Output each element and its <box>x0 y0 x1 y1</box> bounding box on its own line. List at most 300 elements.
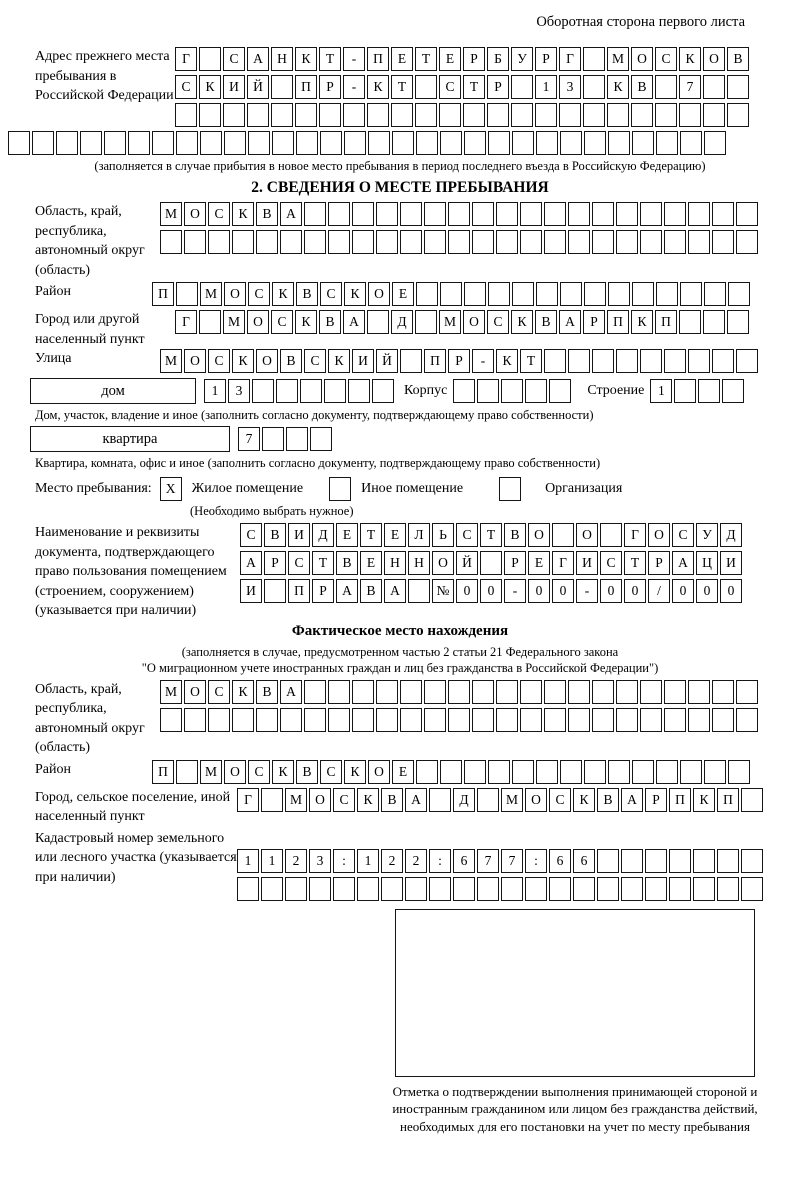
char-cell[interactable]: Р <box>463 47 485 71</box>
char-cell[interactable] <box>472 230 494 254</box>
dom-field[interactable]: дом <box>30 378 196 404</box>
char-cell[interactable]: С <box>320 760 342 784</box>
char-cell[interactable]: 7 <box>501 849 523 873</box>
char-cell[interactable]: И <box>352 349 374 373</box>
char-cell[interactable] <box>357 877 379 901</box>
char-cell[interactable]: 1 <box>204 379 226 403</box>
char-cell[interactable]: С <box>208 349 230 373</box>
char-cell[interactable] <box>703 310 725 334</box>
char-cell[interactable] <box>391 103 413 127</box>
char-cell[interactable] <box>640 680 662 704</box>
char-cell[interactable]: - <box>576 579 598 603</box>
char-cell[interactable]: О <box>432 551 454 575</box>
char-cell[interactable] <box>328 202 350 226</box>
char-cell[interactable] <box>693 849 715 873</box>
char-cell[interactable]: 2 <box>381 849 403 873</box>
char-cell[interactable]: 3 <box>309 849 331 873</box>
char-cell[interactable] <box>477 788 499 812</box>
char-cell[interactable] <box>424 680 446 704</box>
char-cell[interactable]: 3 <box>559 75 581 99</box>
char-cell[interactable]: Р <box>487 75 509 99</box>
char-cell[interactable] <box>496 680 518 704</box>
char-cell[interactable] <box>727 75 749 99</box>
char-cell[interactable] <box>376 202 398 226</box>
char-cell[interactable]: 0 <box>552 579 574 603</box>
char-cell[interactable] <box>693 877 715 901</box>
char-cell[interactable] <box>80 131 102 155</box>
char-cell[interactable]: Й <box>456 551 478 575</box>
char-cell[interactable] <box>200 131 222 155</box>
char-cell[interactable] <box>352 230 374 254</box>
char-cell[interactable]: С <box>320 282 342 306</box>
char-cell[interactable] <box>674 379 696 403</box>
char-cell[interactable] <box>415 310 437 334</box>
char-cell[interactable] <box>448 680 470 704</box>
char-cell[interactable] <box>199 47 221 71</box>
char-cell[interactable]: М <box>200 282 222 306</box>
char-cell[interactable] <box>304 680 326 704</box>
char-cell[interactable]: О <box>184 349 206 373</box>
char-cell[interactable]: 1 <box>357 849 379 873</box>
char-cell[interactable] <box>176 760 198 784</box>
char-cell[interactable] <box>536 282 558 306</box>
char-cell[interactable]: А <box>405 788 427 812</box>
char-cell[interactable] <box>199 310 221 334</box>
char-cell[interactable]: 7 <box>477 849 499 873</box>
char-cell[interactable] <box>262 427 284 451</box>
char-cell[interactable] <box>549 877 571 901</box>
char-cell[interactable]: 0 <box>480 579 502 603</box>
char-cell[interactable]: М <box>160 349 182 373</box>
char-cell[interactable]: В <box>296 282 318 306</box>
char-cell[interactable] <box>271 75 293 99</box>
char-cell[interactable] <box>271 103 293 127</box>
char-cell[interactable] <box>512 760 534 784</box>
char-cell[interactable]: О <box>184 680 206 704</box>
char-cell[interactable] <box>304 230 326 254</box>
char-cell[interactable]: О <box>368 282 390 306</box>
char-cell[interactable] <box>584 131 606 155</box>
char-cell[interactable]: К <box>496 349 518 373</box>
char-cell[interactable] <box>520 230 542 254</box>
char-cell[interactable] <box>688 708 710 732</box>
char-cell[interactable]: К <box>232 202 254 226</box>
char-cell[interactable] <box>104 131 126 155</box>
char-cell[interactable] <box>352 708 374 732</box>
char-cell[interactable]: С <box>304 349 326 373</box>
char-cell[interactable] <box>392 131 414 155</box>
char-cell[interactable] <box>544 349 566 373</box>
char-cell[interactable] <box>703 75 725 99</box>
char-cell[interactable] <box>608 760 630 784</box>
char-cell[interactable] <box>632 760 654 784</box>
char-cell[interactable] <box>160 708 182 732</box>
char-cell[interactable] <box>616 202 638 226</box>
char-cell[interactable] <box>722 379 744 403</box>
char-cell[interactable]: К <box>573 788 595 812</box>
char-cell[interactable] <box>232 708 254 732</box>
char-cell[interactable]: Е <box>392 282 414 306</box>
char-cell[interactable] <box>247 103 269 127</box>
char-cell[interactable]: В <box>336 551 358 575</box>
char-cell[interactable]: К <box>679 47 701 71</box>
char-cell[interactable] <box>704 282 726 306</box>
char-cell[interactable]: - <box>343 47 365 71</box>
char-cell[interactable]: 0 <box>696 579 718 603</box>
char-cell[interactable] <box>544 708 566 732</box>
char-cell[interactable]: - <box>343 75 365 99</box>
char-cell[interactable]: 7 <box>238 427 260 451</box>
char-cell[interactable] <box>280 230 302 254</box>
char-cell[interactable] <box>583 75 605 99</box>
char-cell[interactable] <box>256 230 278 254</box>
char-cell[interactable]: А <box>621 788 643 812</box>
char-cell[interactable]: 6 <box>549 849 571 873</box>
char-cell[interactable] <box>261 788 283 812</box>
char-cell[interactable]: 0 <box>528 579 550 603</box>
char-cell[interactable] <box>688 202 710 226</box>
char-cell[interactable]: Е <box>360 551 382 575</box>
char-cell[interactable]: И <box>240 579 262 603</box>
char-cell[interactable]: С <box>271 310 293 334</box>
char-cell[interactable] <box>309 877 331 901</box>
char-cell[interactable]: С <box>208 202 230 226</box>
char-cell[interactable] <box>640 708 662 732</box>
char-cell[interactable]: / <box>648 579 670 603</box>
char-cell[interactable] <box>416 760 438 784</box>
char-cell[interactable]: Е <box>392 760 414 784</box>
char-cell[interactable]: 3 <box>228 379 250 403</box>
char-cell[interactable] <box>664 680 686 704</box>
char-cell[interactable]: В <box>597 788 619 812</box>
char-cell[interactable]: : <box>525 849 547 873</box>
char-cell[interactable]: С <box>248 760 270 784</box>
char-cell[interactable] <box>664 202 686 226</box>
char-cell[interactable] <box>736 708 758 732</box>
char-cell[interactable]: К <box>272 282 294 306</box>
char-cell[interactable]: Д <box>720 523 742 547</box>
char-cell[interactable]: Б <box>487 47 509 71</box>
char-cell[interactable]: Р <box>583 310 605 334</box>
char-cell[interactable] <box>408 579 430 603</box>
char-cell[interactable]: Т <box>624 551 646 575</box>
char-cell[interactable] <box>415 103 437 127</box>
char-cell[interactable]: П <box>669 788 691 812</box>
char-cell[interactable]: А <box>247 47 269 71</box>
char-cell[interactable] <box>416 282 438 306</box>
char-cell[interactable] <box>600 523 622 547</box>
char-cell[interactable]: Р <box>319 75 341 99</box>
char-cell[interactable]: О <box>224 760 246 784</box>
char-cell[interactable]: Р <box>645 788 667 812</box>
char-cell[interactable]: Т <box>319 47 341 71</box>
char-cell[interactable] <box>583 47 605 71</box>
char-cell[interactable]: П <box>367 47 389 71</box>
char-cell[interactable] <box>736 349 758 373</box>
char-cell[interactable]: М <box>223 310 245 334</box>
char-cell[interactable]: О <box>256 349 278 373</box>
char-cell[interactable]: И <box>288 523 310 547</box>
char-cell[interactable]: 0 <box>720 579 742 603</box>
char-cell[interactable] <box>568 349 590 373</box>
char-cell[interactable]: М <box>501 788 523 812</box>
char-cell[interactable] <box>429 877 451 901</box>
char-cell[interactable] <box>416 131 438 155</box>
checkbox-zhiloe-cell[interactable]: X <box>160 477 182 501</box>
char-cell[interactable] <box>559 103 581 127</box>
char-cell[interactable]: Д <box>391 310 413 334</box>
char-cell[interactable]: - <box>472 349 494 373</box>
char-cell[interactable]: Е <box>336 523 358 547</box>
char-cell[interactable] <box>32 131 54 155</box>
char-cell[interactable] <box>560 760 582 784</box>
char-cell[interactable] <box>679 310 701 334</box>
char-cell[interactable] <box>448 202 470 226</box>
char-cell[interactable] <box>328 230 350 254</box>
char-cell[interactable] <box>712 708 734 732</box>
char-cell[interactable] <box>488 760 510 784</box>
char-cell[interactable] <box>256 708 278 732</box>
char-cell[interactable]: Г <box>237 788 259 812</box>
char-cell[interactable] <box>440 760 462 784</box>
char-cell[interactable]: И <box>720 551 742 575</box>
char-cell[interactable]: У <box>511 47 533 71</box>
char-cell[interactable] <box>727 310 749 334</box>
char-cell[interactable] <box>175 103 197 127</box>
char-cell[interactable]: С <box>672 523 694 547</box>
char-cell[interactable] <box>252 379 274 403</box>
char-cell[interactable]: И <box>223 75 245 99</box>
char-cell[interactable]: А <box>672 551 694 575</box>
char-cell[interactable] <box>608 282 630 306</box>
char-cell[interactable] <box>439 103 461 127</box>
char-cell[interactable]: - <box>504 579 526 603</box>
char-cell[interactable] <box>568 708 590 732</box>
char-cell[interactable] <box>525 877 547 901</box>
char-cell[interactable]: Т <box>463 75 485 99</box>
char-cell[interactable] <box>525 379 547 403</box>
char-cell[interactable]: С <box>600 551 622 575</box>
char-cell[interactable] <box>520 708 542 732</box>
char-cell[interactable] <box>208 708 230 732</box>
char-cell[interactable] <box>272 131 294 155</box>
char-cell[interactable] <box>286 427 308 451</box>
char-cell[interactable] <box>592 349 614 373</box>
char-cell[interactable]: В <box>360 579 382 603</box>
char-cell[interactable]: 6 <box>453 849 475 873</box>
char-cell[interactable] <box>376 680 398 704</box>
char-cell[interactable]: А <box>280 202 302 226</box>
char-cell[interactable]: Е <box>384 523 406 547</box>
char-cell[interactable]: Г <box>559 47 581 71</box>
char-cell[interactable] <box>736 202 758 226</box>
char-cell[interactable]: Н <box>408 551 430 575</box>
char-cell[interactable] <box>501 379 523 403</box>
char-cell[interactable] <box>276 379 298 403</box>
char-cell[interactable]: И <box>576 551 598 575</box>
char-cell[interactable] <box>328 680 350 704</box>
char-cell[interactable] <box>616 230 638 254</box>
char-cell[interactable]: Р <box>535 47 557 71</box>
char-cell[interactable] <box>535 103 557 127</box>
char-cell[interactable] <box>645 877 667 901</box>
char-cell[interactable]: Е <box>528 551 550 575</box>
char-cell[interactable]: К <box>232 680 254 704</box>
char-cell[interactable] <box>704 760 726 784</box>
char-cell[interactable] <box>584 760 606 784</box>
char-cell[interactable] <box>367 103 389 127</box>
char-cell[interactable]: К <box>295 47 317 71</box>
char-cell[interactable] <box>688 680 710 704</box>
char-cell[interactable] <box>736 230 758 254</box>
char-cell[interactable]: Ц <box>696 551 718 575</box>
char-cell[interactable]: В <box>256 680 278 704</box>
char-cell[interactable] <box>688 349 710 373</box>
char-cell[interactable]: П <box>295 75 317 99</box>
char-cell[interactable]: Р <box>648 551 670 575</box>
char-cell[interactable] <box>741 877 763 901</box>
char-cell[interactable] <box>520 680 542 704</box>
char-cell[interactable]: В <box>280 349 302 373</box>
char-cell[interactable] <box>496 202 518 226</box>
char-cell[interactable]: М <box>607 47 629 71</box>
char-cell[interactable] <box>536 131 558 155</box>
char-cell[interactable] <box>717 849 739 873</box>
char-cell[interactable]: 1 <box>535 75 557 99</box>
char-cell[interactable] <box>568 680 590 704</box>
char-cell[interactable] <box>712 349 734 373</box>
char-cell[interactable]: 0 <box>456 579 478 603</box>
char-cell[interactable]: К <box>199 75 221 99</box>
char-cell[interactable]: 7 <box>679 75 701 99</box>
char-cell[interactable]: С <box>223 47 245 71</box>
char-cell[interactable] <box>300 379 322 403</box>
char-cell[interactable]: В <box>319 310 341 334</box>
char-cell[interactable]: П <box>717 788 739 812</box>
char-cell[interactable] <box>631 103 653 127</box>
char-cell[interactable] <box>453 877 475 901</box>
char-cell[interactable] <box>487 103 509 127</box>
char-cell[interactable] <box>261 877 283 901</box>
char-cell[interactable] <box>376 230 398 254</box>
char-cell[interactable]: К <box>272 760 294 784</box>
char-cell[interactable] <box>703 103 725 127</box>
char-cell[interactable]: А <box>336 579 358 603</box>
char-cell[interactable] <box>616 349 638 373</box>
char-cell[interactable] <box>536 760 558 784</box>
char-cell[interactable]: О <box>463 310 485 334</box>
char-cell[interactable] <box>488 282 510 306</box>
char-cell[interactable]: В <box>727 47 749 71</box>
char-cell[interactable]: К <box>511 310 533 334</box>
char-cell[interactable]: У <box>696 523 718 547</box>
char-cell[interactable] <box>655 103 677 127</box>
char-cell[interactable] <box>381 877 403 901</box>
char-cell[interactable]: М <box>200 760 222 784</box>
char-cell[interactable] <box>544 680 566 704</box>
char-cell[interactable]: С <box>439 75 461 99</box>
char-cell[interactable]: К <box>232 349 254 373</box>
char-cell[interactable]: О <box>648 523 670 547</box>
char-cell[interactable]: Г <box>552 551 574 575</box>
char-cell[interactable]: О <box>528 523 550 547</box>
char-cell[interactable] <box>592 202 614 226</box>
char-cell[interactable]: О <box>631 47 653 71</box>
char-cell[interactable] <box>128 131 150 155</box>
char-cell[interactable] <box>679 103 701 127</box>
char-cell[interactable] <box>56 131 78 155</box>
char-cell[interactable] <box>512 131 534 155</box>
char-cell[interactable]: 0 <box>672 579 694 603</box>
char-cell[interactable]: М <box>439 310 461 334</box>
char-cell[interactable] <box>477 379 499 403</box>
char-cell[interactable] <box>496 708 518 732</box>
char-cell[interactable] <box>448 230 470 254</box>
char-cell[interactable] <box>368 131 390 155</box>
char-cell[interactable] <box>199 103 221 127</box>
char-cell[interactable]: Т <box>391 75 413 99</box>
char-cell[interactable]: Г <box>624 523 646 547</box>
char-cell[interactable]: П <box>152 282 174 306</box>
char-cell[interactable]: 2 <box>285 849 307 873</box>
char-cell[interactable] <box>480 551 502 575</box>
char-cell[interactable]: К <box>367 75 389 99</box>
char-cell[interactable] <box>616 680 638 704</box>
char-cell[interactable] <box>632 282 654 306</box>
char-cell[interactable]: № <box>432 579 454 603</box>
char-cell[interactable] <box>264 579 286 603</box>
char-cell[interactable]: О <box>247 310 269 334</box>
char-cell[interactable] <box>440 282 462 306</box>
char-cell[interactable]: С <box>456 523 478 547</box>
char-cell[interactable] <box>319 103 341 127</box>
char-cell[interactable] <box>640 230 662 254</box>
char-cell[interactable] <box>592 230 614 254</box>
char-cell[interactable] <box>728 282 750 306</box>
char-cell[interactable] <box>680 760 702 784</box>
char-cell[interactable] <box>512 282 534 306</box>
char-cell[interactable] <box>352 680 374 704</box>
char-cell[interactable] <box>372 379 394 403</box>
char-cell[interactable] <box>717 877 739 901</box>
char-cell[interactable] <box>208 230 230 254</box>
char-cell[interactable] <box>472 680 494 704</box>
char-cell[interactable] <box>424 230 446 254</box>
char-cell[interactable] <box>348 379 370 403</box>
char-cell[interactable]: О <box>309 788 331 812</box>
char-cell[interactable]: Г <box>175 47 197 71</box>
char-cell[interactable] <box>472 708 494 732</box>
char-cell[interactable]: Ь <box>432 523 454 547</box>
char-cell[interactable] <box>669 877 691 901</box>
char-cell[interactable] <box>656 131 678 155</box>
char-cell[interactable] <box>680 131 702 155</box>
char-cell[interactable] <box>472 202 494 226</box>
char-cell[interactable] <box>698 379 720 403</box>
char-cell[interactable] <box>448 708 470 732</box>
char-cell[interactable] <box>712 680 734 704</box>
char-cell[interactable] <box>488 131 510 155</box>
char-cell[interactable] <box>376 708 398 732</box>
char-cell[interactable]: Т <box>312 551 334 575</box>
char-cell[interactable]: Л <box>408 523 430 547</box>
char-cell[interactable] <box>664 349 686 373</box>
char-cell[interactable]: В <box>504 523 526 547</box>
char-cell[interactable]: Т <box>520 349 542 373</box>
char-cell[interactable] <box>712 230 734 254</box>
char-cell[interactable]: П <box>607 310 629 334</box>
char-cell[interactable] <box>664 708 686 732</box>
